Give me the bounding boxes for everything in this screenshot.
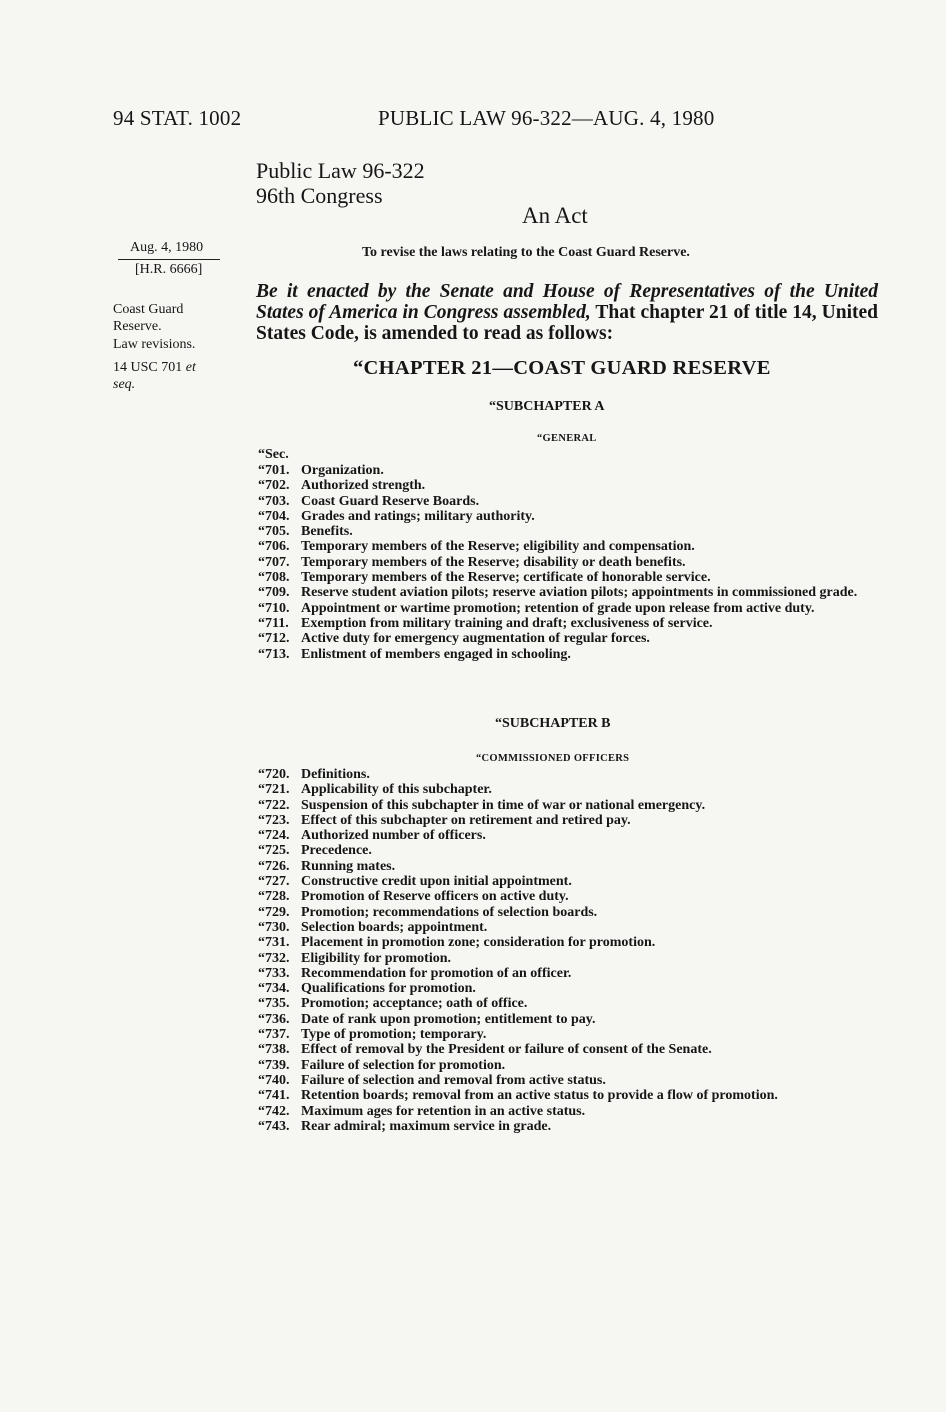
sidebar-divider <box>118 259 220 260</box>
act-title: An Act <box>522 203 588 228</box>
section-number: “705. <box>258 524 290 540</box>
section-number: “727. <box>258 874 290 890</box>
section-entry <box>258 631 878 646</box>
running-header: PUBLIC LAW 96-322—AUG. 4, 1980 <box>378 106 715 130</box>
section-title: Temporary members of the Reserve; certificate of honorable service. <box>301 570 711 586</box>
section-entry <box>258 555 878 570</box>
statute-page-number: 94 STAT. 1002 <box>113 106 242 130</box>
section-number: “723. <box>258 812 290 828</box>
section-title: Retention boards; removal from an active status to provide a flow of promotion. <box>301 1088 778 1104</box>
section-entry <box>258 1073 878 1088</box>
section-entry <box>258 905 878 920</box>
section-entry <box>258 874 878 889</box>
section-number: “743. <box>258 1118 290 1134</box>
section-title: Exemption from military training and draft; exclusiveness of service. <box>301 615 713 631</box>
section-entry <box>258 813 878 828</box>
section-entry <box>258 494 878 509</box>
section-entry <box>258 1088 878 1103</box>
section-title: Authorized strength. <box>301 478 426 494</box>
section-entry <box>258 767 878 782</box>
section-title: Temporary members of the Reserve; eligibility and compensation. <box>301 539 695 555</box>
section-number: “707. <box>258 554 290 570</box>
section-entry <box>258 843 878 858</box>
section-title: Recommendation for promotion of an officer. <box>301 965 572 981</box>
section-number: “729. <box>258 904 290 920</box>
section-title: Reserve student aviation pilots; reserve aviation pilots; appointments in commissioned grade. <box>301 585 858 601</box>
section-number: “724. <box>258 828 290 844</box>
section-entry <box>258 585 878 600</box>
section-entry <box>258 889 878 904</box>
section-title: Benefits. <box>301 524 353 540</box>
subchapter-b-heading: “SUBCHAPTER B <box>495 716 611 731</box>
sidebar-date: Aug. 4, 1980 <box>130 240 204 255</box>
section-title: Rear admiral; maximum service in grade. <box>301 1118 552 1134</box>
section-entry <box>258 647 878 662</box>
enacting-clause: Be it enacted by the Senate and House of Representatives of the United States of America in Congress assembled, That chapter 21 of title 14, United States Code, is amended to read as follows: <box>256 281 878 344</box>
section-title: Qualifications for promotion. <box>301 981 476 997</box>
margin-note-usc-citation: 14 USC 701 et seq. <box>113 360 196 392</box>
section-entry <box>258 616 878 631</box>
section-number: “735. <box>258 996 290 1012</box>
section-title: Selection boards; appointment. <box>301 919 488 935</box>
section-title: Enlistment of members engaged in schooling. <box>301 646 571 662</box>
section-entry <box>258 1027 878 1042</box>
section-entry <box>258 920 878 935</box>
section-number: “739. <box>258 1057 290 1073</box>
section-entry <box>258 859 878 874</box>
section-entry <box>258 570 878 585</box>
margin-note-coast-guard: Coast Guard Reserve. <box>113 302 184 334</box>
section-title: Failure of selection for promotion. <box>301 1057 506 1073</box>
section-number: “710. <box>258 600 290 616</box>
section-number: “709. <box>258 585 290 601</box>
section-number: “737. <box>258 1027 290 1043</box>
section-number: “741. <box>258 1088 290 1104</box>
section-number: “738. <box>258 1042 290 1058</box>
section-title: Coast Guard Reserve Boards. <box>301 493 480 509</box>
section-number: “740. <box>258 1072 290 1088</box>
section-title: Effect of removal by the President or failure of consent of the Senate. <box>301 1042 712 1058</box>
section-number: “712. <box>258 631 290 647</box>
section-number: “742. <box>258 1103 290 1119</box>
margin-note-law-revisions: Law revisions. <box>113 337 196 352</box>
public-law-number: Public Law 96-322 <box>256 158 425 183</box>
section-number: “733. <box>258 965 290 981</box>
section-entry <box>258 524 878 539</box>
section-title: Active duty for emergency augmentation of regular forces. <box>301 631 650 647</box>
section-number: “722. <box>258 797 290 813</box>
section-title: Applicability of this subchapter. <box>301 782 492 798</box>
section-title: Suspension of this subchapter in time of war or national emergency. <box>301 797 706 813</box>
congress-number: 96th Congress <box>256 183 383 208</box>
section-title: Placement in promotion zone; consideration for promotion. <box>301 935 656 951</box>
section-title: Maximum ages for retention in an active status. <box>301 1103 586 1119</box>
section-number: “706. <box>258 539 290 555</box>
section-title: Failure of selection and removal from active status. <box>301 1072 606 1088</box>
section-number: “703. <box>258 493 290 509</box>
section-entry <box>258 996 878 1011</box>
section-number: “730. <box>258 919 290 935</box>
section-title: Grades and ratings; military authority. <box>301 508 535 524</box>
section-title: Promotion; acceptance; oath of office. <box>301 996 528 1012</box>
section-number: “728. <box>258 889 290 905</box>
section-number: “731. <box>258 935 290 951</box>
section-entry <box>258 539 878 554</box>
section-number: “711. <box>258 615 289 631</box>
section-entry <box>258 981 878 996</box>
subchapter-a-subheading: “GENERAL <box>537 433 597 444</box>
section-title: Promotion; recommendations of selection boards. <box>301 904 598 920</box>
section-title: Running mates. <box>301 858 396 874</box>
section-title: Effect of this subchapter on retirement and retired pay. <box>301 812 631 828</box>
section-number: “704. <box>258 508 290 524</box>
section-number: “734. <box>258 981 290 997</box>
subchapter-a-heading: “SUBCHAPTER A <box>489 399 605 414</box>
section-number: “702. <box>258 478 290 494</box>
section-number: “713. <box>258 646 290 662</box>
section-entry <box>258 1104 878 1119</box>
section-entry <box>258 478 878 493</box>
section-title: Definitions. <box>301 767 370 782</box>
section-number: “736. <box>258 1011 290 1027</box>
act-purpose: To revise the laws relating to the Coast Guard Reserve. <box>362 245 690 260</box>
section-title: Temporary members of the Reserve; disability or death benefits. <box>301 554 686 570</box>
section-number: “708. <box>258 570 290 586</box>
section-title: Constructive credit upon initial appointment. <box>301 874 572 890</box>
section-number: “725. <box>258 843 290 859</box>
section-title: Type of promotion; temporary. <box>301 1027 487 1043</box>
section-entry <box>258 935 878 950</box>
chapter-heading: “CHAPTER 21—COAST GUARD RESERVE <box>353 357 771 379</box>
section-title: Organization. <box>301 463 384 478</box>
section-number: “732. <box>258 950 290 966</box>
section-number: “721. <box>258 782 290 798</box>
sidebar-bill-number: [H.R. 6666] <box>135 262 203 277</box>
section-entry <box>258 798 878 813</box>
section-title: Authorized number of officers. <box>301 828 486 844</box>
section-list-b <box>258 767 878 1134</box>
section-title: Promotion of Reserve officers on active duty. <box>301 889 569 905</box>
section-number: “701. <box>258 463 290 478</box>
section-entry <box>258 1119 878 1134</box>
section-entry <box>258 782 878 797</box>
section-entry <box>258 966 878 981</box>
sec-label: “Sec. <box>258 447 289 462</box>
section-entry <box>258 601 878 616</box>
section-entry <box>258 1012 878 1027</box>
section-entry <box>258 509 878 524</box>
section-number: “726. <box>258 858 290 874</box>
section-entry <box>258 1042 878 1057</box>
section-entry <box>258 951 878 966</box>
section-entry <box>258 463 878 478</box>
section-number: “720. <box>258 767 290 782</box>
section-list-a <box>258 463 878 662</box>
section-title: Appointment or wartime promotion; retention of grade upon release from active duty. <box>301 600 815 616</box>
section-entry <box>258 828 878 843</box>
section-title: Date of rank upon promotion; entitlement to pay. <box>301 1011 596 1027</box>
section-title: Eligibility for promotion. <box>301 950 451 966</box>
section-title: Precedence. <box>301 843 372 859</box>
subchapter-b-subheading: “COMMISSIONED OFFICERS <box>476 753 630 764</box>
section-entry <box>258 1058 878 1073</box>
